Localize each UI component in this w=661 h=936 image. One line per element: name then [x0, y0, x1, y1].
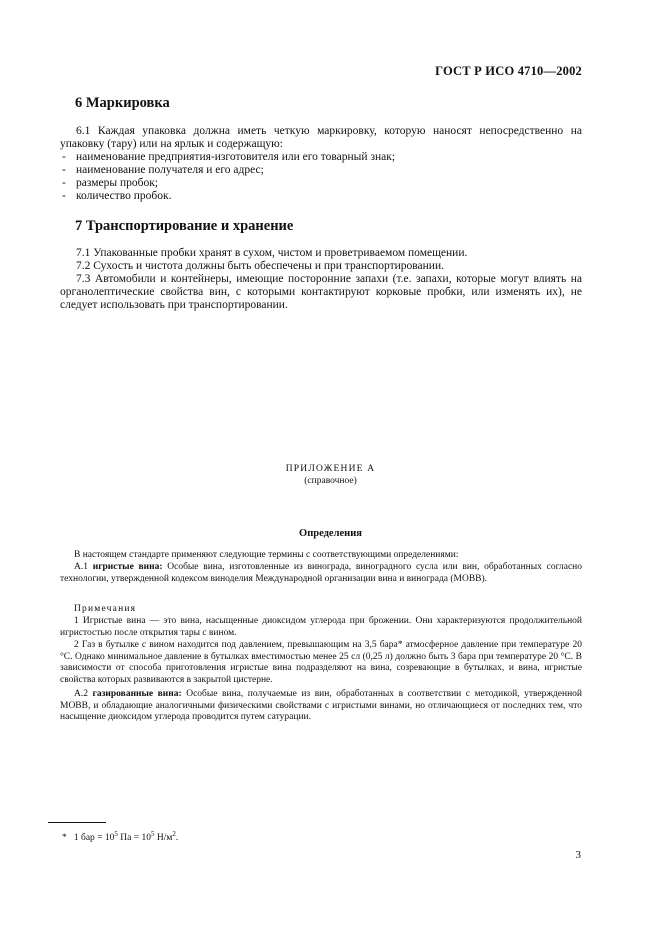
footnote-mark: * — [62, 833, 67, 844]
notes-label: Примечания — [74, 604, 137, 614]
appendix-type: (справочное) — [304, 476, 357, 486]
note-1: 1 Игристые вина — это вина, насыщенные диоксидом углерода при брожении. Они характеризуются продолжительной игристостью после открытия тары с вином. — [60, 616, 582, 638]
paragraph-7-2: 7.2 Сухость и чистота должны быть обеспечены и при транспортировании. — [76, 260, 444, 272]
footnote-exponent: 2 — [172, 830, 176, 838]
section-6-title: 6 Маркировка — [75, 95, 170, 111]
marking-list — [62, 151, 582, 203]
standard-designation: ГОСТ Р ИСО 4710—2002 — [435, 64, 582, 78]
footnote-exponent: 5 — [150, 830, 155, 838]
definition-a2 — [60, 689, 582, 724]
page-number: 3 — [575, 849, 581, 861]
definition-a1-term: игристые вина: — [92, 562, 163, 572]
definition-a1-text: Особые вина, изготовленные из винограда, виноградного сусла или вин, обработанных согласно технологии, утвержденной кодексом виноделия Международной организации вина и винограда (МОВВ). — [60, 562, 583, 584]
paragraph-6-1: 6.1 Каждая упаковка должна иметь четкую маркировку, которую наносят непосредственно на упаковку (тару) или на ярлык и содержащую: — [60, 125, 582, 150]
definition-a2-term: газированные вина: — [92, 689, 182, 699]
footnote — [62, 829, 178, 845]
footnote-part: Н/м — [154, 833, 173, 844]
footnote-part: 1 бар = 10 — [73, 833, 115, 844]
footnote-part: . — [175, 833, 179, 844]
section-7-title: 7 Транспортирование и хранение — [75, 218, 294, 234]
list-item: - количество пробок. — [62, 190, 582, 203]
list-item: - наименование получателя и его адрес; — [62, 164, 582, 177]
paragraph-7-3: 7.3 Автомобили и контейнеры, имеющие посторонние запахи (т.е. запахи, которые могут влиять на органолептические свойства вин, с которыми контактируют корковые пробки, или изменять их), не следует использовать при транспортировании. — [60, 273, 582, 311]
note-2: 2 Газ в бутылке с вином находится под давлением, превышающим на 3,5 бара* атмосферное давление при температуре 20 °С. Однако минимальное давление в бутылках вместимостью менее 25 сл (0,25 л) должно быть 3 бара при температуре 20 °С. В зависимости от способа приготовления игристые вина подразделяют на вина, созревающие в бутылках, и вина, игристые свойства которых развиваются в закрытой цистерне. — [60, 640, 582, 685]
paragraph-7-1: 7.1 Упакованные пробки хранят в сухом, чистом и проветриваемом помещении. — [76, 247, 468, 259]
definitions-intro: В настоящем стандарте применяют следующие термины с соответствующими определениями: — [74, 550, 459, 560]
definition-a1-number: А.1 — [74, 562, 88, 572]
definition-a2-number: А.2 — [74, 689, 88, 699]
list-item: - наименование предприятия-изготовителя или его товарный знак; — [62, 151, 582, 164]
footnote-divider — [48, 822, 106, 823]
appendix-label: ПРИЛОЖЕНИЕ А — [285, 464, 376, 474]
appendix-title: Определения — [299, 528, 362, 539]
definition-a1 — [60, 562, 582, 585]
footnote-part: Па = 10 — [117, 833, 151, 844]
footnote-exponent: 5 — [114, 830, 118, 838]
definition-a2-text: Особые вина, получаемые из вин, обработанных в соответствии с методикой, утвержденной МОВВ, и обладающие аналогичными физическими свойствами с игристыми винами, но отличающиеся от последних тем, что насыщение диоксидом углерода проводится путем сатурации. — [60, 689, 582, 722]
list-item: - размеры пробок; — [62, 177, 582, 190]
